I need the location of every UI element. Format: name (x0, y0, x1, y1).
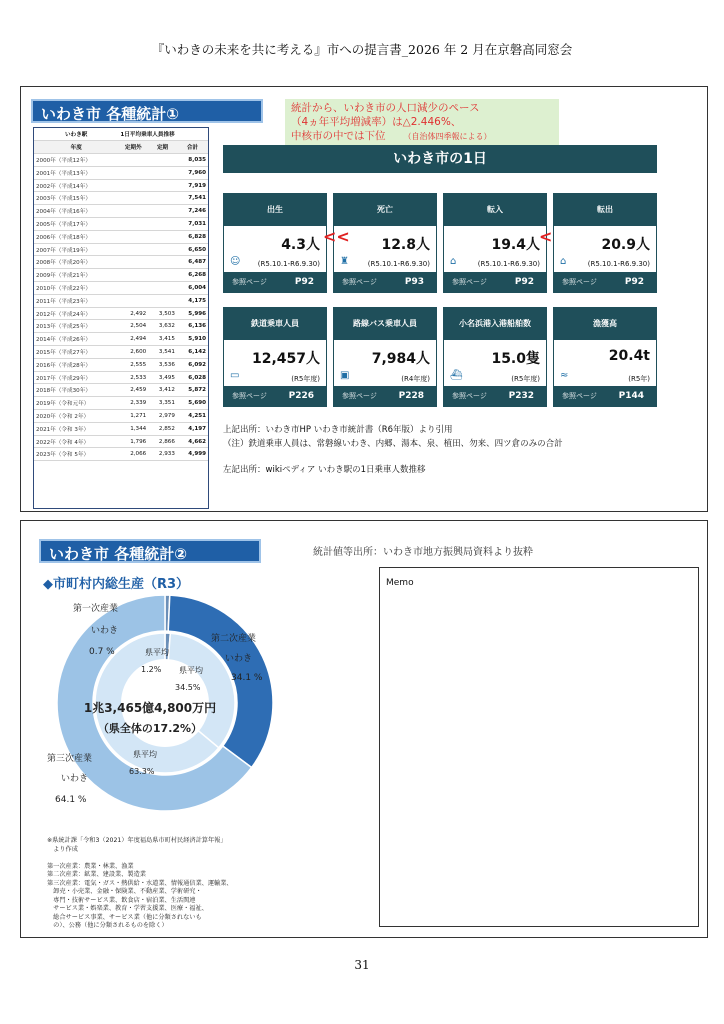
table-cell: 2011年（平成23年） (34, 294, 118, 307)
station-ridership-table (33, 127, 209, 509)
table-cell: 2013年（平成25年） (34, 320, 118, 333)
red-arrow-icon: << (323, 227, 350, 246)
tertiary-label: 第三次産業 (47, 754, 93, 764)
card-value: 15.0隻 (491, 351, 540, 367)
stat-card (553, 307, 657, 407)
table-cell: 2021年（令和 3年） (34, 422, 118, 435)
card-period: (R5.10.1-R6.9.30) (477, 260, 540, 268)
footnote-line: 専門・技術サービス業、飲食店・宿泊業、生活関連 (47, 896, 196, 904)
primary-avg-pct: 1.2% (141, 665, 162, 674)
table-row (34, 243, 208, 256)
table-row (34, 346, 208, 359)
bus-icon: ▣ (340, 370, 350, 381)
ref-label: 参照ページ (562, 278, 597, 286)
table-cell: 6,650 (177, 243, 208, 256)
statistics-panel-1 (20, 86, 708, 512)
table-cell: 4,251 (177, 410, 208, 423)
table-row (34, 218, 208, 231)
table-cell (118, 256, 148, 269)
table-cell: 6,487 (177, 256, 208, 269)
table-cell: 2,852 (148, 422, 177, 435)
footnotes (47, 837, 287, 931)
baby-icon: ☺ (230, 256, 241, 267)
table-cell (148, 269, 177, 282)
table-cell: 1,796 (118, 435, 148, 448)
tertiary-avg: 県平均 (133, 750, 157, 759)
page-header: 『いわきの未来を共に考える』市への提言書_2026 年 2 月在京磐高同窓会 (151, 42, 573, 57)
fish-icon: ≈ (560, 370, 569, 381)
table-row (34, 384, 208, 397)
note-line: （4ヵ年平均増減率）は△2.446%、 (291, 116, 462, 128)
table-cell: 2,492 (118, 307, 148, 320)
table-cell: 7,246 (177, 205, 208, 218)
table-cell: 2003年（平成15年） (34, 192, 118, 205)
card-ref (444, 272, 546, 292)
table-cell (148, 282, 177, 295)
card-value: 20.4t (608, 348, 650, 364)
table-cell: 2004年（平成16年） (34, 205, 118, 218)
table-cell: 7,919 (177, 179, 208, 192)
table-cell: 5,872 (177, 384, 208, 397)
table-cell: 2023年（令和 5年） (34, 448, 118, 461)
ref-page: P92 (294, 277, 314, 287)
table-cell: 6,828 (177, 230, 208, 243)
page-number: 31 (354, 958, 370, 972)
ref-page: P228 (398, 391, 424, 401)
table-cell: 6,136 (177, 320, 208, 333)
table-cell: 3,351 (148, 397, 177, 410)
card-value: 4.3人 (281, 237, 320, 253)
footnote-line: 第一次産業：農業・林業、漁業 (47, 862, 134, 870)
table-cell (148, 179, 177, 192)
card-ref (444, 386, 546, 406)
ref-page: P93 (404, 277, 424, 287)
table-row (34, 282, 208, 295)
table-cell: 2016年（平成28年） (34, 358, 118, 371)
table-cell: 2017年（平成29年） (34, 371, 118, 384)
table-cell: 1,344 (118, 422, 148, 435)
footnote-line: 総合サービス事業、サービス業（他に分類されないも (47, 913, 202, 921)
table-cell: 2012年（平成24年） (34, 307, 118, 320)
population-note (285, 99, 559, 147)
column-header: 年度 (34, 141, 118, 154)
table-cell: 2010年（平成22年） (34, 282, 118, 295)
table-cell: 4,662 (177, 435, 208, 448)
table-cell: 2005年（平成17年） (34, 218, 118, 231)
table-cell: 2,339 (118, 397, 148, 410)
table-cell (118, 154, 148, 167)
table-cell (148, 166, 177, 179)
stat-card (553, 193, 657, 293)
panel-title: いわき市 各種統計① (31, 99, 263, 123)
card-ref (224, 386, 326, 406)
house-car-icon: ⌂ (450, 256, 457, 267)
note-line: 中核市の中では下位 （自治体四季報による） (291, 130, 492, 142)
table-cell (148, 243, 177, 256)
table-cell: 4,175 (177, 294, 208, 307)
secondary-avg: 県平均 (179, 666, 203, 675)
secondary-iwaki-pct: 34.1 % (231, 673, 263, 683)
card-ref (334, 272, 436, 292)
card-label: 転入 (444, 194, 546, 226)
table-cell (118, 192, 148, 205)
table-cell: 2,066 (118, 448, 148, 461)
table-cell: 7,031 (177, 218, 208, 231)
table-cell: 6,028 (177, 371, 208, 384)
memo-box[interactable] (379, 567, 699, 927)
secondary-iwaki: いわき (225, 654, 253, 664)
ref-label: 参照ページ (342, 392, 377, 400)
table-cell: 2002年（平成14年） (34, 179, 118, 192)
source-line: 上記出所：いわき市HP いわき市統計書（R6年版）より引用 (223, 425, 453, 435)
table-cell (148, 230, 177, 243)
table-cell: 5,910 (177, 333, 208, 346)
table-cell: 3,632 (148, 320, 177, 333)
table-cell: 6,142 (177, 346, 208, 359)
table-cell (148, 154, 177, 167)
footnote-line: より作成 (47, 845, 78, 853)
table-row (34, 333, 208, 346)
table-row (34, 230, 208, 243)
table-cell: 2,555 (118, 358, 148, 371)
donut-center-text (75, 699, 225, 736)
card-period: (R4年度) (401, 375, 430, 383)
table-cell: 1,271 (118, 410, 148, 423)
footnote-line: 第三次産業：電気・ガス・熱供給・水道業、情報通信業、運輸業、 (47, 879, 233, 887)
table-cell: 2,504 (118, 320, 148, 333)
secondary-avg-pct: 34.5% (175, 683, 201, 692)
footnote-line: ※県統計課「令和3（2021）年度福島県市町村民経済計算年報」 (47, 837, 227, 844)
card-label: 漁獲高 (554, 308, 656, 340)
table-row (34, 422, 208, 435)
table-cell: 2006年（平成18年） (34, 230, 118, 243)
column-header: 定期外 (118, 141, 148, 154)
table-row (34, 294, 208, 307)
panel-title: いわき市 各種統計② (39, 539, 261, 563)
table-cell: 2,533 (118, 371, 148, 384)
primary-label: 第一次産業 (73, 604, 119, 614)
ref-label: 参照ページ (452, 278, 487, 286)
table-cell (118, 230, 148, 243)
ref-label: 参照ページ (452, 392, 487, 400)
card-period: (R5年度) (291, 375, 320, 383)
table-row (34, 410, 208, 423)
table-row (34, 435, 208, 448)
ref-label: 参照ページ (232, 392, 267, 400)
table-caption-right: 1日平均乗車人員推移 (118, 128, 208, 141)
footnote-line (47, 854, 287, 863)
table-cell: 2,979 (148, 410, 177, 423)
ref-page: P92 (514, 277, 534, 287)
table-row (34, 256, 208, 269)
card-period: (R5.10.1-R6.9.30) (367, 260, 430, 268)
table-cell: 2014年（平成26年） (34, 333, 118, 346)
center-total: 1兆3,465億4,800万円 (83, 701, 217, 715)
ref-label: 参照ページ (232, 278, 267, 286)
table-row (34, 320, 208, 333)
ref-page: P226 (288, 391, 314, 401)
stat-card (223, 307, 327, 407)
table-cell: 3,536 (148, 358, 177, 371)
table-row (34, 397, 208, 410)
table-cell: 3,541 (148, 346, 177, 359)
table-cell (118, 282, 148, 295)
table-row (34, 179, 208, 192)
table-cell (118, 218, 148, 231)
table-cell: 2019年（令和元年） (34, 397, 118, 410)
table-cell: 8,035 (177, 154, 208, 167)
source-note: 統計値等出所：いわき市地方振興局資料より抜粋 (313, 547, 533, 558)
table-cell: 5,690 (177, 397, 208, 410)
column-header: 合計 (177, 141, 208, 154)
table-cell: 2020年（令和 2年） (34, 410, 118, 423)
table-cell: 2018年（平成30年） (34, 384, 118, 397)
table-cell (118, 179, 148, 192)
table-row (34, 307, 208, 320)
table-cell (118, 243, 148, 256)
card-label: 死亡 (334, 194, 436, 226)
table-cell: 2,866 (148, 435, 177, 448)
stat-card (443, 193, 547, 293)
column-header: 定期 (148, 141, 177, 154)
note-line: 統計から、いわき市の人口減少のペース (291, 102, 480, 114)
table-cell (148, 256, 177, 269)
table-cell (148, 294, 177, 307)
table-cell: 2,933 (148, 448, 177, 461)
stat-card (443, 307, 547, 407)
stat-card (223, 193, 327, 293)
tertiary-avg-pct: 63.3% (129, 767, 155, 776)
footnote-line: サービス業・娯楽業、教育・学習支援業、医療・福祉、 (47, 905, 208, 912)
card-value: 20.9人 (601, 237, 650, 253)
source-line: （注）鉄道乗車人員は、常磐線いわき、内郷、湯本、泉、植田、勿来、四ツ倉のみの合計 (223, 439, 563, 449)
primary-iwaki-pct: 0.7 % (89, 647, 115, 657)
primary-iwaki: いわき (91, 626, 119, 636)
card-value: 12,457人 (251, 351, 320, 367)
card-value: 12.8人 (381, 237, 430, 253)
stat-card (333, 307, 437, 407)
ref-label: 参照ページ (562, 392, 597, 400)
card-label: 転出 (554, 194, 656, 226)
table-row (34, 166, 208, 179)
table-cell: 2009年（平成21年） (34, 269, 118, 282)
footnote-line: の）、公務（他に分類されるものを除く） (47, 922, 168, 929)
statistics-panel-2 (20, 520, 708, 938)
memo-label: Memo (386, 578, 414, 588)
table-cell: 3,503 (148, 307, 177, 320)
train-icon: ▭ (230, 370, 240, 381)
table-row (34, 371, 208, 384)
table-row (34, 205, 208, 218)
card-period: (R5年度) (511, 375, 540, 383)
source-line: 左記出所：wikiペディア いわき駅の1日乗車人数推移 (223, 465, 426, 475)
table-cell (118, 294, 148, 307)
chart-subheading: ◆市町村内総生産（R3） (43, 577, 190, 592)
card-ref (554, 272, 656, 292)
ship-icon: ⛴ (450, 370, 463, 381)
card-ref (554, 386, 656, 406)
table-cell: 7,960 (177, 166, 208, 179)
tertiary-iwaki-pct: 64.1 % (55, 795, 87, 805)
table-cell: 5,996 (177, 307, 208, 320)
card-ref (334, 386, 436, 406)
table-cell (118, 166, 148, 179)
table-row (34, 192, 208, 205)
card-value: 7,984人 (371, 351, 430, 367)
card-period: (R5年) (628, 375, 650, 383)
card-label: 小名浜港入港船舶数 (444, 308, 546, 340)
table-cell: 6,268 (177, 269, 208, 282)
secondary-label: 第二次産業 (211, 634, 257, 644)
center-share: （県全体の17.2%） (97, 722, 203, 735)
table-cell (118, 205, 148, 218)
ref-page: P92 (624, 277, 644, 287)
table-cell: 2008年（平成20年） (34, 256, 118, 269)
footnote-line: 卸売・小売業、金融・保険業、不動産業、学術研究・ (47, 888, 202, 895)
card-label: 出生 (224, 194, 326, 226)
card-period: (R5.10.1-R6.9.30) (587, 260, 650, 268)
day-banner: いわき市の1日 (223, 145, 657, 173)
table-cell: 2,494 (118, 333, 148, 346)
table-cell: 7,541 (177, 192, 208, 205)
card-period: (R5.10.1-R6.9.30) (257, 260, 320, 268)
tertiary-iwaki: いわき (61, 774, 89, 784)
table-row (34, 448, 208, 461)
table-cell (148, 192, 177, 205)
table-cell (148, 218, 177, 231)
table-cell: 2001年（平成13年） (34, 166, 118, 179)
table-cell: 3,415 (148, 333, 177, 346)
table-row (34, 269, 208, 282)
card-label: 鉄道乗車人員 (224, 308, 326, 340)
ref-page: P144 (618, 391, 644, 401)
ref-label: 参照ページ (342, 278, 377, 286)
table-cell (118, 269, 148, 282)
table-cell: 2022年（令和 4年） (34, 435, 118, 448)
table-cell: 2000年（平成12年） (34, 154, 118, 167)
red-arrow-icon: < (539, 227, 553, 246)
table-cell: 4,999 (177, 448, 208, 461)
ref-page: P232 (508, 391, 534, 401)
table-cell: 2007年（平成19年） (34, 243, 118, 256)
table-cell: 4,197 (177, 422, 208, 435)
table-cell: 2015年（平成27年） (34, 346, 118, 359)
memorial-icon: ♜ (340, 256, 349, 267)
table-row (34, 358, 208, 371)
table-row (34, 154, 208, 167)
footnote-line: 第二次産業：鉱業、建設業、製造業 (47, 871, 146, 878)
card-value: 19.4人 (491, 237, 540, 253)
house-car-icon: ⌂ (560, 256, 567, 267)
table-cell: 6,092 (177, 358, 208, 371)
card-label: 路線バス乗車人員 (334, 308, 436, 340)
table-cell: 2,459 (118, 384, 148, 397)
card-ref (224, 272, 326, 292)
table-cell: 6,004 (177, 282, 208, 295)
table-cell: 3,412 (148, 384, 177, 397)
table-cell (148, 205, 177, 218)
table-cell: 2,600 (118, 346, 148, 359)
table-cell: 3,495 (148, 371, 177, 384)
primary-avg: 県平均 (145, 648, 169, 657)
table-caption-left: いわき駅 (34, 128, 118, 141)
